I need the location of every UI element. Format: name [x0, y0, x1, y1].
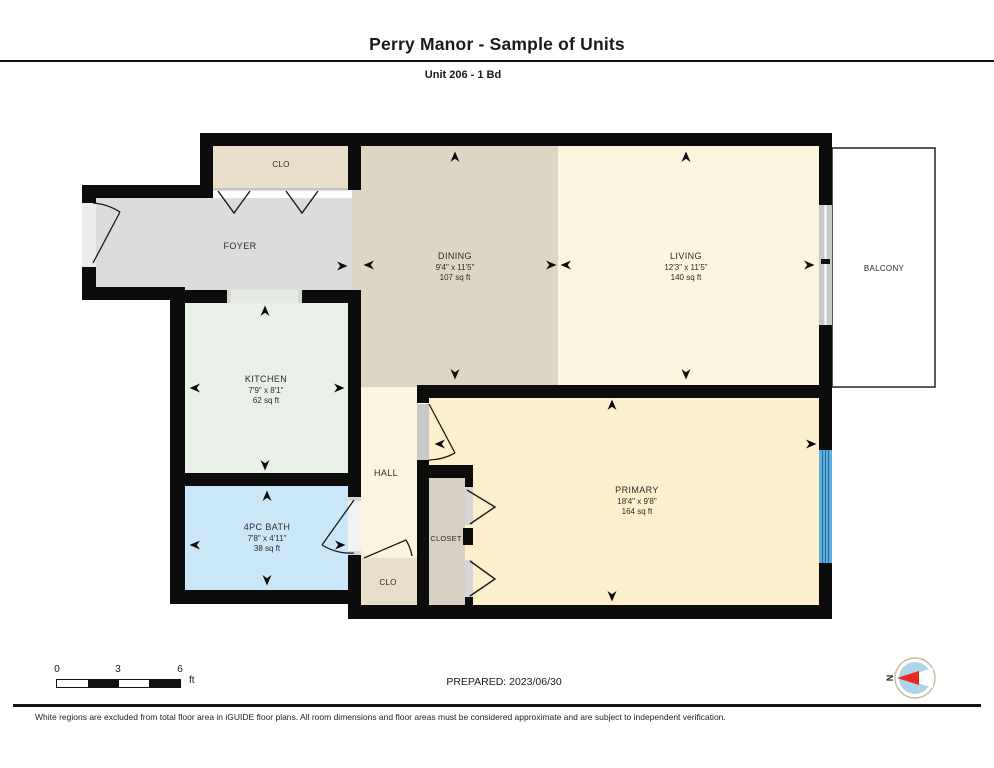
- scale-bar-graphic: [56, 679, 181, 688]
- scale-tick: 3: [115, 664, 121, 675]
- wall-segment: [463, 528, 473, 545]
- wall-segment: [82, 267, 96, 287]
- compass: [885, 658, 935, 698]
- entry-door-gap: [82, 203, 96, 267]
- wall-segment: [348, 133, 361, 190]
- scale-segment: [88, 680, 119, 687]
- room-name: DINING: [438, 250, 472, 261]
- unit-subtitle: Unit 206 - 1 Bd: [424, 69, 502, 81]
- room-area: 164 sq ft: [621, 506, 653, 516]
- room-label-kitchen: [245, 374, 287, 406]
- room-area: 140 sq ft: [670, 272, 702, 282]
- wall-segment: [82, 185, 213, 198]
- room-label-bath: [244, 522, 291, 554]
- wall-segment: [170, 590, 361, 604]
- room-area: 107 sq ft: [439, 272, 471, 282]
- room-label-clo-bottom: [379, 578, 396, 588]
- jamb: [298, 290, 302, 303]
- wall-segment: [819, 563, 832, 619]
- wall-segment: [465, 478, 473, 487]
- scale-tick: 6: [177, 664, 183, 675]
- wall-segment: [417, 390, 429, 403]
- kitchen-opening: [227, 290, 302, 303]
- wall-segment: [82, 287, 185, 300]
- wall-segment: [170, 287, 185, 604]
- room-label-primary: [615, 485, 659, 517]
- room-label-living: [664, 251, 707, 283]
- room-name: BALCONY: [863, 263, 905, 273]
- scale-tick: 0: [54, 664, 60, 675]
- wall-segment: [819, 133, 832, 205]
- room-name: CLO: [379, 577, 397, 587]
- room-name: PRIMARY: [615, 484, 659, 495]
- room-name: HALL: [373, 468, 399, 479]
- page-title: Perry Manor - Sample of Units: [369, 34, 625, 54]
- room-area: 62 sq ft: [252, 395, 280, 405]
- room-area: 38 sq ft: [253, 543, 281, 553]
- bedroom-window: [819, 450, 832, 563]
- disclaimer-text: White regions are excluded from total floor area in iGUIDE floor plans. All room dimensions and floor areas must be considered approximate and are subject to independent verification.: [35, 712, 726, 722]
- prepared-date: PREPARED: 2023/06/30: [446, 676, 562, 688]
- room-name: CLOSET: [430, 534, 462, 544]
- wall-segment: [185, 290, 227, 303]
- room-dimensions: 18'4" x 9'8": [617, 496, 657, 506]
- room-label-hall: [374, 468, 398, 480]
- scale-segment: [149, 680, 180, 687]
- scale-unit: ft: [189, 675, 195, 686]
- room-label-closet: [430, 534, 461, 544]
- wall-segment: [417, 460, 429, 619]
- scale-bar: [54, 664, 217, 692]
- room-name: CLO: [272, 159, 290, 169]
- balcony-sliding-door: [819, 205, 832, 325]
- slider-track: [825, 205, 827, 325]
- bath-door-gap: [348, 500, 361, 553]
- wall-segment: [185, 473, 348, 486]
- room-name: 4PC BATH: [243, 521, 291, 532]
- room-dimensions: 7'9" x 8'1": [248, 385, 284, 395]
- room-dimensions: 9'4" x 11'5": [435, 262, 475, 272]
- room-dimensions: 12'3" x 11'5": [664, 262, 708, 272]
- footer-divider: [13, 704, 981, 707]
- wall-segment: [417, 465, 473, 478]
- wall-segment: [82, 185, 96, 203]
- room-dimensions: 7'8" x 4'11": [247, 533, 287, 543]
- wall-segment: [348, 290, 361, 500]
- wall-segment: [465, 597, 473, 605]
- clo-door-track: [213, 188, 348, 191]
- wall-segment: [200, 133, 832, 146]
- room-label-balcony: [864, 264, 904, 274]
- room-label-foyer: [223, 241, 256, 253]
- closet-door-panel: [465, 560, 473, 597]
- wall-segment: [819, 325, 832, 450]
- wall-segment: [200, 133, 213, 190]
- primary-door-panel: [417, 404, 429, 460]
- wall-segment: [417, 385, 832, 398]
- compass-north-label: N: [885, 674, 895, 682]
- room-label-dining: [436, 251, 475, 283]
- room-name: KITCHEN: [244, 373, 288, 384]
- slider-latch: [821, 259, 830, 264]
- room-name: LIVING: [670, 250, 702, 261]
- room-label-clo-top: [272, 160, 289, 170]
- room-name: FOYER: [223, 241, 257, 252]
- jamb: [227, 290, 231, 303]
